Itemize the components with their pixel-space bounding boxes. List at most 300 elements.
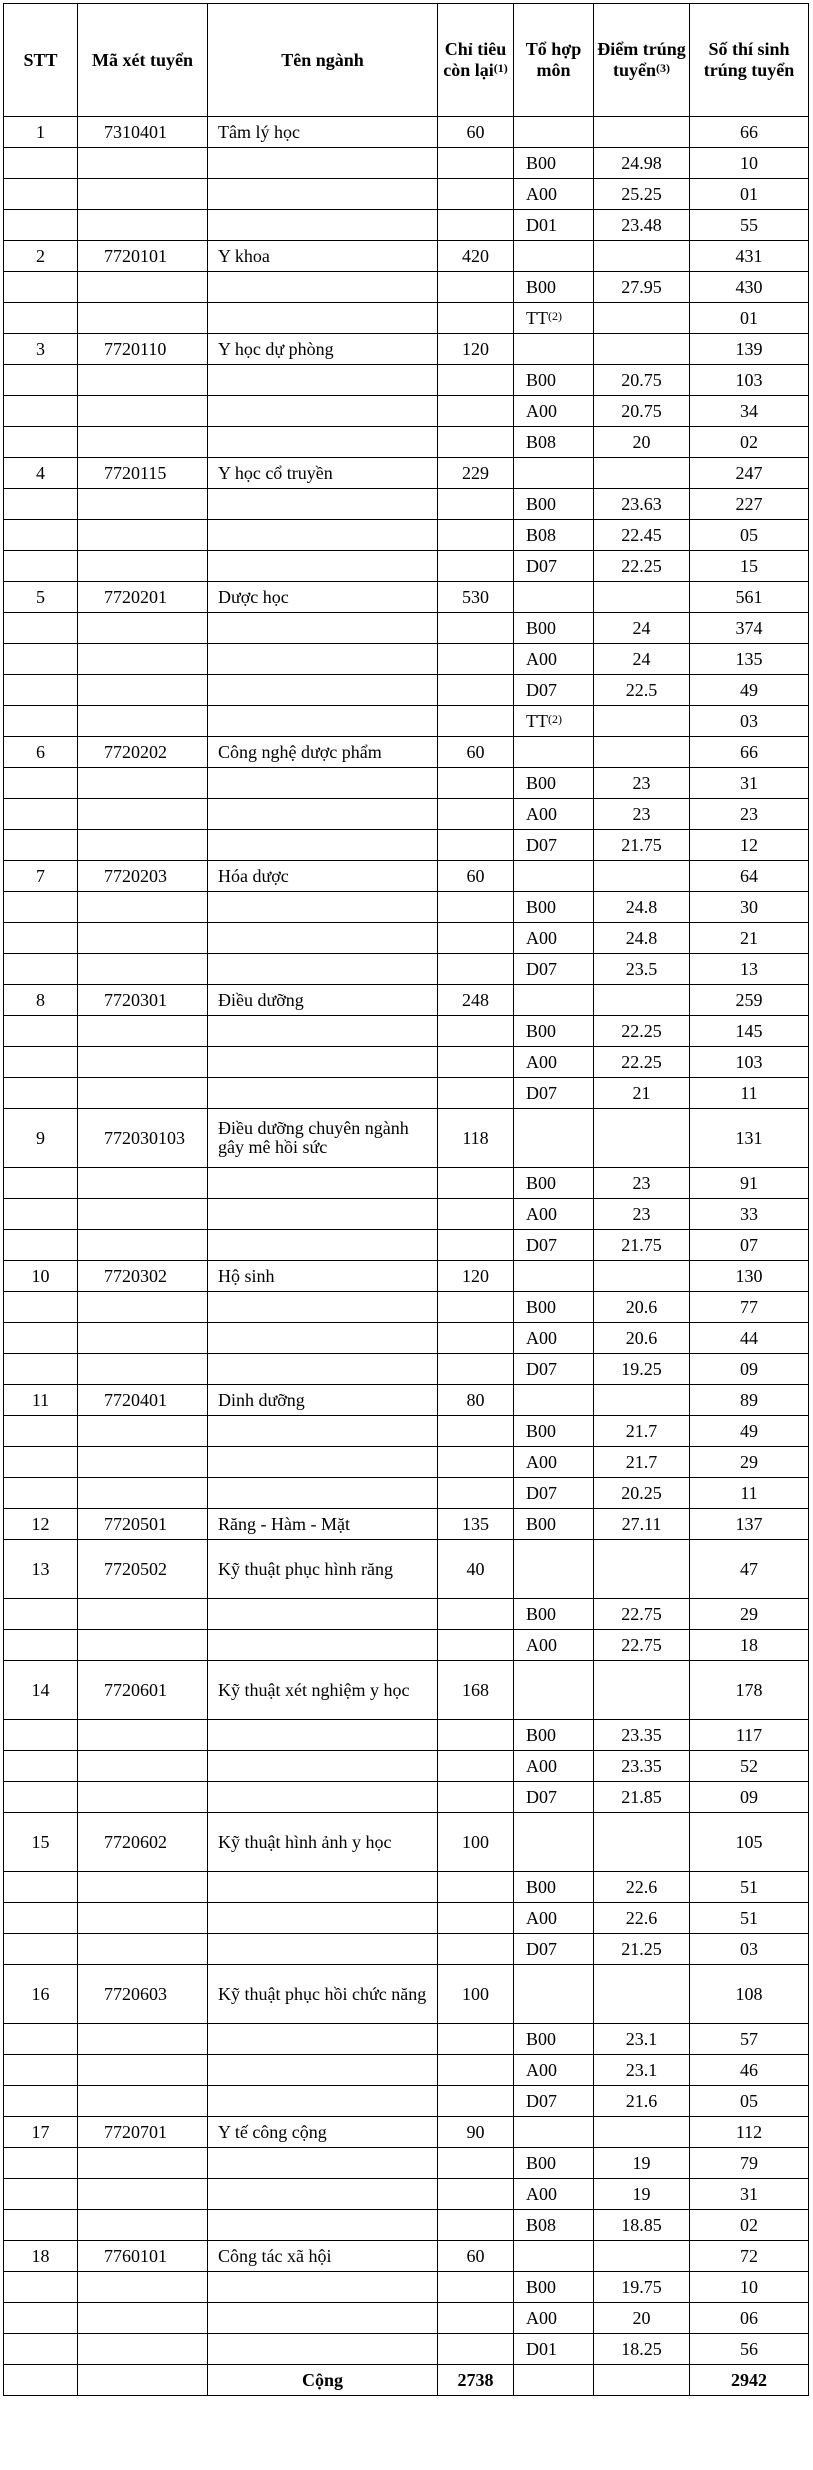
cell-stt (4, 892, 78, 923)
total-quota: 2738 (438, 2365, 514, 2396)
cell-quota (438, 768, 514, 799)
cell-quota (438, 613, 514, 644)
cell-code (78, 706, 208, 737)
cell-combo: D07 (514, 830, 594, 861)
cell-quota: 90 (438, 2117, 514, 2148)
cell-quota: 168 (438, 1661, 514, 1720)
table-row (4, 2024, 809, 2055)
cell-combo: D07 (514, 1354, 594, 1385)
cell-quota: 420 (438, 241, 514, 272)
cell-stt (4, 1447, 78, 1478)
cell-score (594, 582, 690, 613)
cell-quota (438, 2086, 514, 2117)
cell-score: 27.11 (594, 1509, 690, 1540)
cell-stt: 8 (4, 985, 78, 1016)
cell-code (78, 1016, 208, 1047)
cell-code (78, 1078, 208, 1109)
cell-stt: 4 (4, 458, 78, 489)
cell-stt (4, 2024, 78, 2055)
cell-admitted: 108 (690, 1965, 809, 2024)
cell-admitted: 13 (690, 954, 809, 985)
cell-score (594, 1385, 690, 1416)
cell-major-name: Kỹ thuật phục hồi chức năng (208, 1965, 438, 2024)
cell-stt: 6 (4, 737, 78, 768)
cell-stt (4, 954, 78, 985)
table-row (4, 2303, 809, 2334)
header-row (4, 4, 809, 117)
cell-major-name (208, 1872, 438, 1903)
cell-admitted: 23 (690, 799, 809, 830)
cell-score: 23 (594, 1168, 690, 1199)
cell-stt (4, 1416, 78, 1447)
cell-score: 20 (594, 427, 690, 458)
cell-admitted: 247 (690, 458, 809, 489)
cell-code (78, 1416, 208, 1447)
cell-admitted: 103 (690, 1047, 809, 1078)
cell-stt: 3 (4, 334, 78, 365)
cell-admitted: 66 (690, 737, 809, 768)
cell-admitted: 33 (690, 1199, 809, 1230)
cell-score (594, 303, 690, 334)
cell-admitted: 103 (690, 365, 809, 396)
cell-admitted: 05 (690, 520, 809, 551)
table-row (4, 861, 809, 892)
cell-score: 19.75 (594, 2272, 690, 2303)
cell-admitted: 51 (690, 1872, 809, 1903)
cell-combo: A00 (514, 179, 594, 210)
cell-major-name (208, 2024, 438, 2055)
cell-quota (438, 520, 514, 551)
cell-major-name: Y học dự phòng (208, 334, 438, 365)
cell-major-name: Y học cổ truyền (208, 458, 438, 489)
cell-stt: 17 (4, 2117, 78, 2148)
cell-major-name (208, 489, 438, 520)
cell-quota: 100 (438, 1965, 514, 2024)
cell-score: 22.75 (594, 1599, 690, 1630)
cell-score: 22.25 (594, 1047, 690, 1078)
cell-score: 19.25 (594, 1354, 690, 1385)
cell-major-name (208, 179, 438, 210)
cell-combo: B00 (514, 1872, 594, 1903)
cell-major-name (208, 148, 438, 179)
cell-score: 22.45 (594, 520, 690, 551)
cell-quota (438, 2024, 514, 2055)
table-row (4, 1720, 809, 1751)
cell-admitted: 15 (690, 551, 809, 582)
cell-major-name: Dinh dưỡng (208, 1385, 438, 1416)
table-row (4, 1872, 809, 1903)
cell-major-name (208, 768, 438, 799)
table-row (4, 1782, 809, 1813)
cell-stt (4, 2210, 78, 2241)
cell-score: 24 (594, 613, 690, 644)
cell-score: 23 (594, 1199, 690, 1230)
cell-score: 20 (594, 2303, 690, 2334)
cell-stt (4, 2272, 78, 2303)
table-body (4, 117, 809, 2365)
table-row (4, 799, 809, 830)
cell-code (78, 210, 208, 241)
cell-combo (514, 1540, 594, 1599)
cell-major-name (208, 2148, 438, 2179)
header-name: Tên ngành (208, 4, 438, 117)
cell-combo: B00 (514, 1416, 594, 1447)
cell-stt: 7 (4, 861, 78, 892)
cell-major-name: Công tác xã hội (208, 2241, 438, 2272)
cell-major-name (208, 303, 438, 334)
table-row (4, 1354, 809, 1385)
cell-admitted: 66 (690, 117, 809, 148)
cell-combo: D07 (514, 2086, 594, 2117)
table-row (4, 1447, 809, 1478)
cell-code: 7720601 (78, 1661, 208, 1720)
cell-admitted: 79 (690, 2148, 809, 2179)
table-row (4, 613, 809, 644)
total-stt (4, 2365, 78, 2396)
table-row (4, 1903, 809, 1934)
cell-score: 21.7 (594, 1447, 690, 1478)
cell-quota (438, 1447, 514, 1478)
cell-admitted: 135 (690, 644, 809, 675)
cell-score (594, 117, 690, 148)
cell-stt: 2 (4, 241, 78, 272)
cell-quota (438, 1168, 514, 1199)
cell-stt (4, 1292, 78, 1323)
cell-admitted: 49 (690, 1416, 809, 1447)
cell-code (78, 1478, 208, 1509)
table-row (4, 675, 809, 706)
cell-combo (514, 334, 594, 365)
cell-major-name (208, 2055, 438, 2086)
cell-code (78, 1354, 208, 1385)
cell-admitted: 49 (690, 675, 809, 706)
admission-results-table (3, 3, 809, 2396)
cell-stt (4, 923, 78, 954)
table-row (4, 737, 809, 768)
cell-quota: 100 (438, 1813, 514, 1872)
table-row (4, 706, 809, 737)
cell-code (78, 489, 208, 520)
cell-admitted: 259 (690, 985, 809, 1016)
cell-combo: B00 (514, 365, 594, 396)
cell-code (78, 2148, 208, 2179)
cell-major-name (208, 520, 438, 551)
cell-stt (4, 1168, 78, 1199)
table-row (4, 1934, 809, 1965)
cell-quota (438, 179, 514, 210)
table-row (4, 303, 809, 334)
cell-admitted: 561 (690, 582, 809, 613)
cell-combo: B00 (514, 2272, 594, 2303)
table-row (4, 1016, 809, 1047)
cell-score: 23.48 (594, 210, 690, 241)
table-row (4, 1323, 809, 1354)
cell-score: 24 (594, 644, 690, 675)
cell-major-name (208, 1354, 438, 1385)
cell-code (78, 427, 208, 458)
cell-combo (514, 117, 594, 148)
cell-major-name: Dược học (208, 582, 438, 613)
admission-results-document (3, 3, 808, 2396)
cell-major-name: Răng - Hàm - Mặt (208, 1509, 438, 1540)
cell-combo: A00 (514, 1903, 594, 1934)
cell-major-name (208, 1078, 438, 1109)
cell-score (594, 1109, 690, 1168)
cell-code (78, 1323, 208, 1354)
cell-combo: B00 (514, 1168, 594, 1199)
cell-score: 20.75 (594, 365, 690, 396)
cell-combo: B00 (514, 2148, 594, 2179)
cell-major-name (208, 1720, 438, 1751)
cell-major-name (208, 1168, 438, 1199)
cell-admitted: 130 (690, 1261, 809, 1292)
table-row (4, 1199, 809, 1230)
cell-stt: 15 (4, 1813, 78, 1872)
cell-stt (4, 1354, 78, 1385)
cell-combo: TT$^{(2)}$ (514, 303, 594, 334)
cell-score: 24.8 (594, 923, 690, 954)
table-row (4, 985, 809, 1016)
cell-score (594, 1813, 690, 1872)
cell-combo: B08 (514, 520, 594, 551)
cell-quota (438, 923, 514, 954)
cell-quota (438, 1478, 514, 1509)
cell-quota: 118 (438, 1109, 514, 1168)
cell-code (78, 1168, 208, 1199)
table-row (4, 2210, 809, 2241)
cell-quota: 40 (438, 1540, 514, 1599)
cell-admitted: 77 (690, 1292, 809, 1323)
cell-major-name (208, 2086, 438, 2117)
cell-combo: B00 (514, 1720, 594, 1751)
cell-code (78, 1599, 208, 1630)
cell-admitted: 117 (690, 1720, 809, 1751)
table-row (4, 210, 809, 241)
cell-combo: A00 (514, 1323, 594, 1354)
cell-combo: D01 (514, 2334, 594, 2365)
cell-major-name (208, 1478, 438, 1509)
cell-code: 7310401 (78, 117, 208, 148)
cell-code (78, 2210, 208, 2241)
cell-score: 23 (594, 799, 690, 830)
cell-admitted: 05 (690, 2086, 809, 2117)
cell-combo: A00 (514, 644, 594, 675)
cell-code: 7720401 (78, 1385, 208, 1416)
cell-major-name (208, 1751, 438, 1782)
cell-stt: 13 (4, 1540, 78, 1599)
cell-admitted: 227 (690, 489, 809, 520)
cell-major-name (208, 551, 438, 582)
cell-stt (4, 1720, 78, 1751)
table-row (4, 1599, 809, 1630)
cell-score (594, 706, 690, 737)
table-row (4, 2117, 809, 2148)
cell-code: 7720101 (78, 241, 208, 272)
cell-combo: B00 (514, 892, 594, 923)
cell-combo: A00 (514, 2303, 594, 2334)
cell-combo: D07 (514, 1782, 594, 1813)
cell-quota: 530 (438, 582, 514, 613)
cell-admitted: 91 (690, 1168, 809, 1199)
cell-code (78, 2055, 208, 2086)
cell-code (78, 1447, 208, 1478)
cell-admitted: 29 (690, 1599, 809, 1630)
cell-score: 19 (594, 2179, 690, 2210)
cell-combo (514, 1261, 594, 1292)
cell-combo (514, 458, 594, 489)
cell-code (78, 365, 208, 396)
table-row (4, 1965, 809, 2024)
cell-code (78, 923, 208, 954)
cell-major-name (208, 1934, 438, 1965)
cell-quota (438, 1292, 514, 1323)
cell-quota (438, 830, 514, 861)
cell-admitted: 01 (690, 179, 809, 210)
cell-code (78, 2179, 208, 2210)
cell-quota (438, 2148, 514, 2179)
cell-score: 24.98 (594, 148, 690, 179)
cell-stt (4, 2334, 78, 2365)
cell-code (78, 799, 208, 830)
cell-combo (514, 241, 594, 272)
cell-code (78, 1872, 208, 1903)
cell-score (594, 985, 690, 1016)
cell-stt (4, 1078, 78, 1109)
cell-stt (4, 613, 78, 644)
cell-combo: A00 (514, 1447, 594, 1478)
cell-code: 7720203 (78, 861, 208, 892)
cell-score: 21.85 (594, 1782, 690, 1813)
cell-code (78, 1047, 208, 1078)
cell-admitted: 31 (690, 2179, 809, 2210)
table-row (4, 582, 809, 613)
cell-major-name (208, 1630, 438, 1661)
cell-major-name: Điều dưỡng chuyên ngành gây mê hồi sức (208, 1109, 438, 1168)
cell-major-name (208, 1599, 438, 1630)
cell-combo (514, 2117, 594, 2148)
cell-quota (438, 427, 514, 458)
cell-combo (514, 1109, 594, 1168)
cell-major-name: Y khoa (208, 241, 438, 272)
cell-stt (4, 303, 78, 334)
cell-major-name: Điều dưỡng (208, 985, 438, 1016)
table-row (4, 1813, 809, 1872)
cell-quota (438, 303, 514, 334)
cell-admitted: 64 (690, 861, 809, 892)
cell-stt (4, 1016, 78, 1047)
cell-quota: 120 (438, 334, 514, 365)
table-row (4, 365, 809, 396)
cell-code: 7720603 (78, 1965, 208, 2024)
cell-score: 23.1 (594, 2055, 690, 2086)
cell-major-name (208, 2272, 438, 2303)
cell-combo: A00 (514, 2055, 594, 2086)
cell-score: 18.25 (594, 2334, 690, 2365)
cell-combo (514, 861, 594, 892)
table-row (4, 551, 809, 582)
table-row (4, 1385, 809, 1416)
table-row (4, 644, 809, 675)
cell-stt (4, 489, 78, 520)
cell-admitted: 11 (690, 1078, 809, 1109)
total-row (4, 2365, 809, 2396)
cell-quota (438, 892, 514, 923)
table-row (4, 2179, 809, 2210)
cell-combo: D07 (514, 1478, 594, 1509)
cell-admitted: 07 (690, 1230, 809, 1261)
cell-admitted: 01 (690, 303, 809, 334)
cell-code (78, 830, 208, 861)
cell-code (78, 179, 208, 210)
cell-combo: B00 (514, 613, 594, 644)
cell-code (78, 1782, 208, 1813)
table-row (4, 1292, 809, 1323)
cell-code (78, 303, 208, 334)
table-row (4, 830, 809, 861)
cell-combo: D07 (514, 1934, 594, 1965)
cell-admitted: 09 (690, 1354, 809, 1385)
cell-score: 22.5 (594, 675, 690, 706)
header-stt: STT (4, 4, 78, 117)
cell-score: 23.1 (594, 2024, 690, 2055)
cell-major-name (208, 1047, 438, 1078)
header-score: Điểm trúng tuyển$^{(3)}$ (594, 4, 690, 117)
cell-quota (438, 1720, 514, 1751)
cell-stt (4, 1782, 78, 1813)
table-row (4, 1168, 809, 1199)
cell-quota (438, 1630, 514, 1661)
table-row (4, 1261, 809, 1292)
cell-admitted: 431 (690, 241, 809, 272)
cell-admitted: 10 (690, 148, 809, 179)
cell-quota: 60 (438, 117, 514, 148)
cell-combo: D07 (514, 1230, 594, 1261)
cell-combo: B00 (514, 148, 594, 179)
cell-code: 7720301 (78, 985, 208, 1016)
cell-score (594, 861, 690, 892)
cell-code: 7720602 (78, 1813, 208, 1872)
cell-quota (438, 644, 514, 675)
cell-stt: 16 (4, 1965, 78, 2024)
cell-admitted: 89 (690, 1385, 809, 1416)
cell-quota: 135 (438, 1509, 514, 1540)
cell-quota (438, 1599, 514, 1630)
cell-stt (4, 1903, 78, 1934)
cell-score: 23.5 (594, 954, 690, 985)
cell-quota (438, 2303, 514, 2334)
cell-admitted: 52 (690, 1751, 809, 1782)
cell-code (78, 1934, 208, 1965)
cell-stt (4, 644, 78, 675)
total-admitted: 2942 (690, 2365, 809, 2396)
cell-major-name: Kỹ thuật xét nghiệm y học (208, 1661, 438, 1720)
cell-code (78, 551, 208, 582)
cell-quota (438, 551, 514, 582)
table-row (4, 396, 809, 427)
cell-admitted: 55 (690, 210, 809, 241)
cell-score: 23.35 (594, 1751, 690, 1782)
table-row (4, 892, 809, 923)
cell-combo (514, 737, 594, 768)
cell-admitted: 02 (690, 2210, 809, 2241)
cell-admitted: 11 (690, 1478, 809, 1509)
cell-code (78, 2334, 208, 2365)
cell-major-name (208, 1447, 438, 1478)
cell-stt (4, 396, 78, 427)
cell-code: 7720502 (78, 1540, 208, 1599)
cell-code (78, 1903, 208, 1934)
cell-score: 21.25 (594, 1934, 690, 1965)
